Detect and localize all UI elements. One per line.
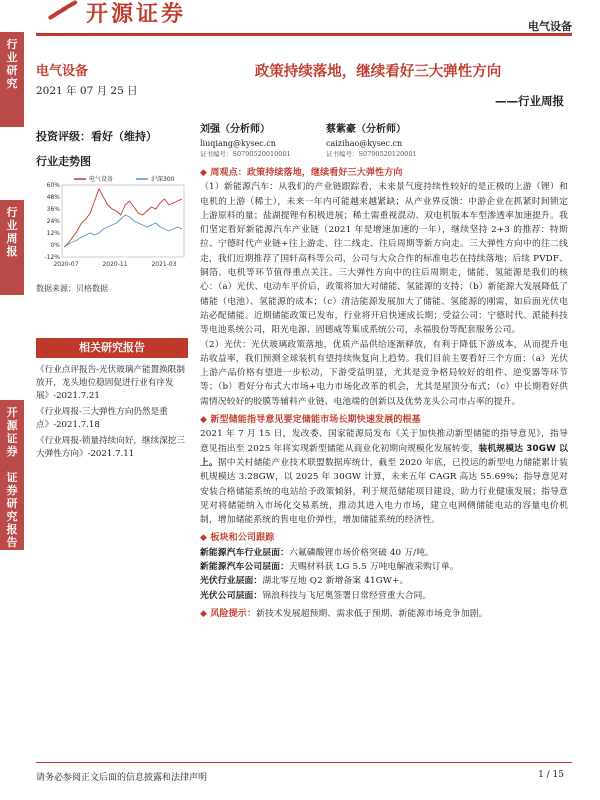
author-license: 证书编号：S0790520010001	[200, 150, 291, 158]
page-number: 1 / 15	[538, 770, 564, 780]
author-email[interactable]: liuqiang@kysec.cn	[200, 139, 276, 148]
sidebar-tag-research	[0, 32, 24, 127]
y-tick-label: 24%	[46, 218, 60, 225]
y-tick-label: 36%	[46, 206, 60, 213]
author-name: 蔡紫豪（分析师）	[326, 124, 406, 135]
x-tick-label: 2021-03	[151, 261, 177, 268]
author-email[interactable]: caizihao@kysec.cn	[326, 139, 403, 148]
logo	[44, 0, 187, 27]
sidebar-char: 证	[6, 432, 18, 445]
x-tick-label: 2020-11	[102, 261, 128, 268]
investment-rating: 投资评级：看好（维持）	[36, 130, 157, 143]
sidebar-char: 究	[6, 77, 18, 90]
sidebar-char: 券	[6, 445, 18, 458]
y-tick-label: 0%	[50, 242, 60, 249]
series-line-sector	[64, 189, 182, 247]
sidebar-char: 报	[6, 245, 18, 258]
y-tick-label: 60%	[46, 182, 60, 189]
sidebar-char: 行	[6, 38, 18, 51]
chart-frame	[62, 185, 184, 257]
report-subtitle: ——行业周报	[495, 94, 564, 108]
header-sector-tag: 电气设备	[528, 20, 572, 33]
related-reports-list	[36, 364, 188, 464]
paragraph-storage: 2021 年 7 月 15 日，发改委、国家能源局发布《关于加快推动新型储能的指导意见》，指导意见指出至 2025 年将实现新型储能从商业化初期向规模化发展转变，装机规模达 30GW 以上。据中关村储能产业技术联盟数据库统计，截至 2020 年底，已投运的新型电力储能累计装机规模达 3.28GW，以 2025 年 30GW 计算，未来五年 CAGR 高达 55.69%；指导意见对安装合格储能系统的电站给予政策倾斜，利于规范储能项目建设，助力行业健康发展；指导意见对将储能纳入市场化交易系统，推动其进入电力市场，建立电网侧储能电站的容量电价机制，增加储能系统的售电电价弹性，增加储能系统的经济性。	[200, 429, 568, 526]
sidebar-char: 业	[6, 51, 18, 64]
sidebar-char: 报	[6, 523, 18, 536]
sidebar-char: 开	[6, 406, 18, 419]
sector-name: 电气设备	[36, 64, 89, 79]
sidebar-char: 究	[6, 510, 18, 523]
author-block	[200, 124, 291, 160]
risk-warning: ◆ 风险提示：新技术发展超预期、需求低于预期、新能源市场竞争加剧。	[200, 607, 568, 621]
sidebar-char: 券	[6, 484, 18, 497]
sidebar-char: 研	[6, 497, 18, 510]
sidebar-char: 告	[6, 536, 18, 549]
tracking-item: 光伏行业层面：湖北零互地 Q2 新增备案 41GW+。	[200, 576, 409, 587]
sidebar-char: 业	[6, 219, 18, 232]
report-date: 2021 年 07 月 25 日	[36, 85, 138, 97]
section-heading: ◆ 板块和公司跟踪	[200, 531, 568, 545]
y-tick-label: -12%	[44, 254, 60, 261]
y-tick-label: 48%	[46, 194, 60, 201]
sidebar-tag-weekly	[0, 200, 24, 295]
tracking-item: 新能源汽车行业层面：六氟磷酸锂市场价格突破 40 万/吨。	[200, 547, 434, 558]
trend-chart	[36, 173, 188, 273]
legend-label: 沪深300	[151, 176, 175, 183]
logo-mark-icon	[44, 0, 80, 24]
sidebar-char: 研	[6, 64, 18, 77]
tracking-item: 光伏公司层面：锦浪科技与飞尼奥签署日常经营重大合同。	[200, 590, 432, 601]
sidebar-char: 周	[6, 232, 18, 245]
sidebar-char	[0, 458, 24, 471]
footer-rule	[36, 762, 572, 763]
header-rule	[36, 33, 572, 36]
author-block	[326, 124, 417, 160]
related-reports-heading: 相关研究报告	[36, 338, 188, 358]
x-tick-label: 2020-07	[53, 261, 79, 268]
series-line-index	[64, 215, 182, 247]
paragraph-pv: （2）光伏：光伏玻璃政策落地，优质产品供给逐渐释放，有利于降低下游成本，从而提升电站收益率，我们预测全球装机有望持续恢复向上趋势。我们目前主要看好三个方面：（a）光伏上游产品价格有望进一步松动，下游受益明显，尤其是竞争格局较好的组件、逆变器等环节等；（b）看好分布式大市场+电力市场化改革的机会，尤其是屋顶分布式；（c）中长期看好供需情况较好的胶膜等辅料产业链、电池端的创新以及优势龙头公司市占率的提升。	[200, 339, 568, 407]
logo-text: 开源证券	[86, 1, 187, 27]
sidebar-char: 行	[6, 206, 18, 219]
sidebar-tag-brand	[0, 400, 24, 550]
author-license: 证书编号：S0790520120001	[326, 150, 417, 158]
report-body	[200, 166, 568, 621]
paragraph-ev: （1）新能源汽车：从我们的产业链跟踪看，未来景气度持续性较好的是正极的上游（锂）和电机的上游（稀土），未来一年内可能越来越紧缺；从产业界反馈：中游企业在抓紧时间锁定上游原料的量；盐湖提锂有积极进展；稀土需重视混动、双电机版本车型渗透率加速提升。我们坚定看好新能源汽车产业链（2021 年是增速加速的一年），继续坚持 2+3 的推荐：特斯拉、宁德时代产业链+往上游走、往二线走、往后周期等新方向走。三大弹性方向中的往二线走，我们近期推荐了国轩高科等公司，公司与大众合作的标准电芯在持续落地；后续 PVDF、铜箔、电机等环节值得重点关注。三大弹性方向中的往后周期走，储能、氢能源是我们的核心：（a）光伏、电动车平价后，政策将加大对储能、氢能源的支持；（b）新能源大发展降低了储能（电池）、氢能源的成本；（c）清洁能源发展加大了储能、氢能源的刚需，如后面光伏电站必配储能。近期储能政策已发布，行业将开启快速成长期；受益公司：宁德时代、派能科技等电池系统公司，阳光电源、固德威等集成系统公司，永福股份等配套服务公司。	[200, 182, 568, 336]
footer-disclaimer: 请务必参阅正文后面的信息披露和法律声明	[36, 773, 208, 783]
chart-data-source: 数据来源：贝格数据	[36, 284, 108, 293]
trend-chart-title: 行业走势图	[36, 155, 91, 168]
section-heading: ◆ 新型储能指导意见要定储能市场长期快速发展的根基	[200, 413, 568, 427]
y-tick-label: 12%	[46, 230, 60, 237]
sidebar-char: 源	[6, 419, 18, 432]
tracking-item: 新能源汽车公司层面：天赐材料获 LG 5.5 万吨电解液采购订单。	[200, 562, 459, 573]
sidebar-char: 证	[6, 471, 18, 484]
related-report-link[interactable]: 《行业周报-锁量持续向好，继续深挖三大弹性方向》-2021.7.11	[36, 436, 185, 459]
author-name: 刘强（分析师）	[200, 124, 270, 135]
related-report-link[interactable]: 《行业周报-三大弹性方向仍然是重点》-2021.7.18	[36, 407, 168, 430]
legend-label: 电气设备	[89, 176, 114, 183]
report-title: 政策持续落地，继续看好三大弹性方向	[254, 64, 502, 80]
section-heading: ◆ 周观点：政策持续落地，继续看好三大弹性方向	[200, 166, 568, 180]
related-report-link[interactable]: 《行业点评报告-光伏玻璃产能置换限制放开，龙头地位稳固促进行业有序发展》-2021.7.21	[36, 365, 185, 401]
